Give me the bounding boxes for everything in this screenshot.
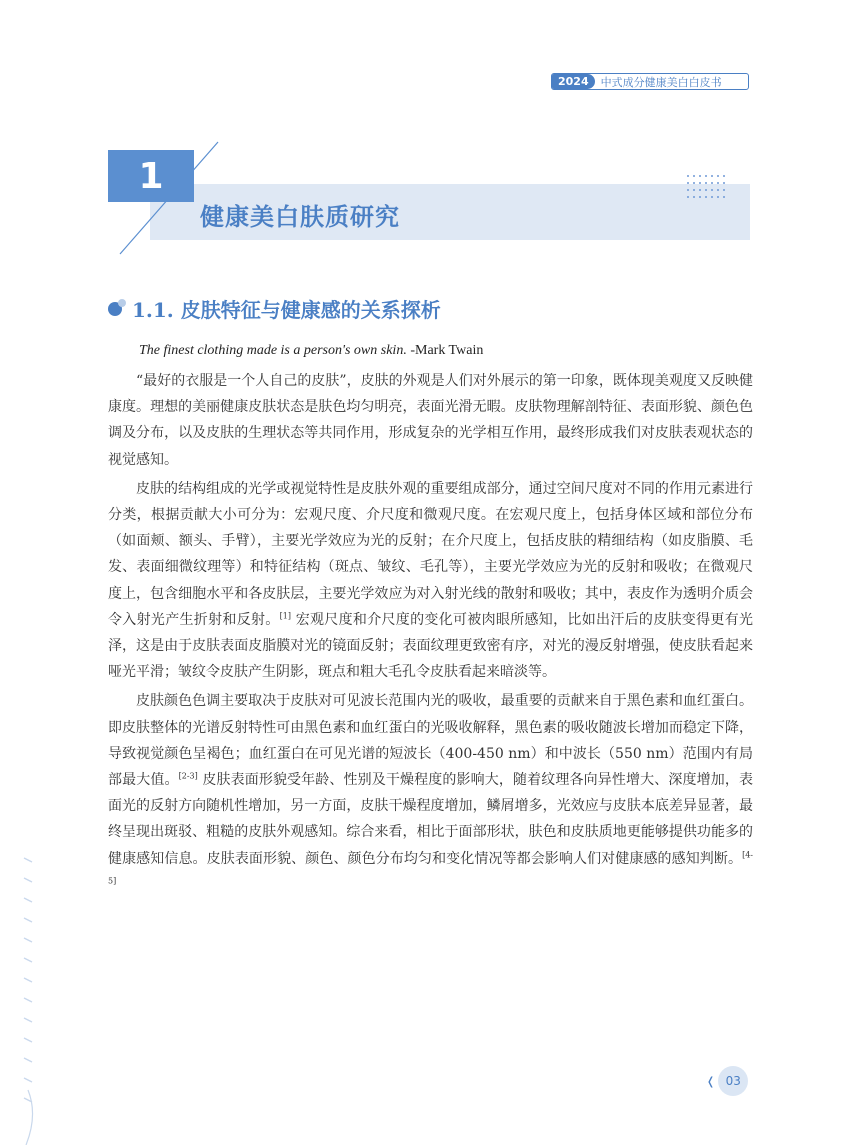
header-book-title: 中式成分健康美白白皮书 [600,75,722,89]
chapter-number: 1 [108,150,194,202]
paragraph-text: “最好的衣服是一个人自己的皮肤”，皮肤的外观是人们对外展示的第一印象，既体现美观度又反映健康度。理想的美丽健康皮肤状态是肤色均匀明亮，表面光滑无暇。皮肤物理解剖特征、表面形貌、颜色色调及分布，以及皮肤的生理状态等共同作用，形成复杂的光学相互作用，最终形成我们对皮肤表观状态的视觉感知。 [108,373,753,468]
dots-decoration-icon [686,173,726,201]
quote-author: -Mark Twain [406,343,484,358]
side-lines-decoration [0,850,40,1145]
section-title: 1.1. 皮肤特征与健康感的关系探析 [132,298,441,322]
paragraph-text: 皮肤的结构组成的光学或视觉特性是皮肤外观的重要组成部分，通过空间尺度对不同的作用元素进行分类，根据贡献大小可分为：宏观尺度、介尺度和微观尺度。在宏观尺度上，包括身体区域和部位分布（如面颊、额头、手臂），主要光学效应为光的反射；在介尺度上，包括皮肤的精细结构（如皮脂膜、毛发、表面细微纹理等）和特征结构（斑点、皱纹、毛孔等），主要光学效应为光的反射和吸收；在微观尺度上，包含细胞水平和各皮肤层，主要光学效应为对入射光线的散射和吸收；其中，表皮作为透明介质会令入射光产生折射和反射。 [108,480,753,628]
citation-ref: [4-5] [108,850,753,886]
page-number: 03 [718,1066,748,1096]
section-bullet-icon [108,302,122,316]
chapter-title: 健康美白肤质研究 [200,203,400,231]
epigraph [139,343,483,359]
paragraph-text: 宏观尺度和介尺度的变化可被肉眼所感知，比如出汗后的皮肤变得更有光泽，这是由于皮肤表面皮脂膜对光的镜面反射；表面纹理更致密有序，对光的漫反射增强，使皮肤看起来哑光平滑；皱纹令皮肤产生阴影，斑点和粗大毛孔令皮肤看起来暗淡等。 [108,611,754,681]
paragraph-text: 皮肤表面形貌受年龄、性别及干燥程度的影响大，随着纹理各向异性增大、深度增加，表面光的反射方向随机性增加，另一方面，皮肤干燥程度增加，鳞屑增多，光效应与皮肤本底差异显著，最终呈现出斑驳、粗糙的皮肤外观感知。综合来看，相比于面部形状，肤色和皮肤质地更能够提供功能多的健康感知信息。皮肤表面形貌、颜色、颜色分布均匀和变化情况等都会影响人们对健康感的感知判断。 [108,772,754,867]
body-text [108,368,753,901]
section-heading [108,294,441,323]
citation-ref: [1] [279,611,291,621]
paragraph [108,368,753,473]
paragraph [108,476,753,686]
paragraph-text: 皮肤颜色色调主要取决于皮肤对可见波长范围内光的吸收，最重要的贡献来自于黑色素和血红蛋白。即皮肤整体的光谱反射特性可由黑色素和血红蛋白的光吸收解释，黑色素的吸收随波长增加而稳定下降，导致视觉颜色呈褐色；血红蛋白在可见光谱的短波长（400-450 nm）和中波长（550 nm）范围内有局部最大值。 [108,693,753,789]
arrow-left-icon: ❬ [706,1074,716,1088]
citation-ref: [2-3] [178,771,198,781]
quote-text: The finest clothing made is a person's own skin. [139,343,407,358]
page-number-badge [706,1066,748,1096]
header-book-tag [551,73,749,90]
paragraph [108,688,753,898]
header-year: 2024 [552,74,595,89]
